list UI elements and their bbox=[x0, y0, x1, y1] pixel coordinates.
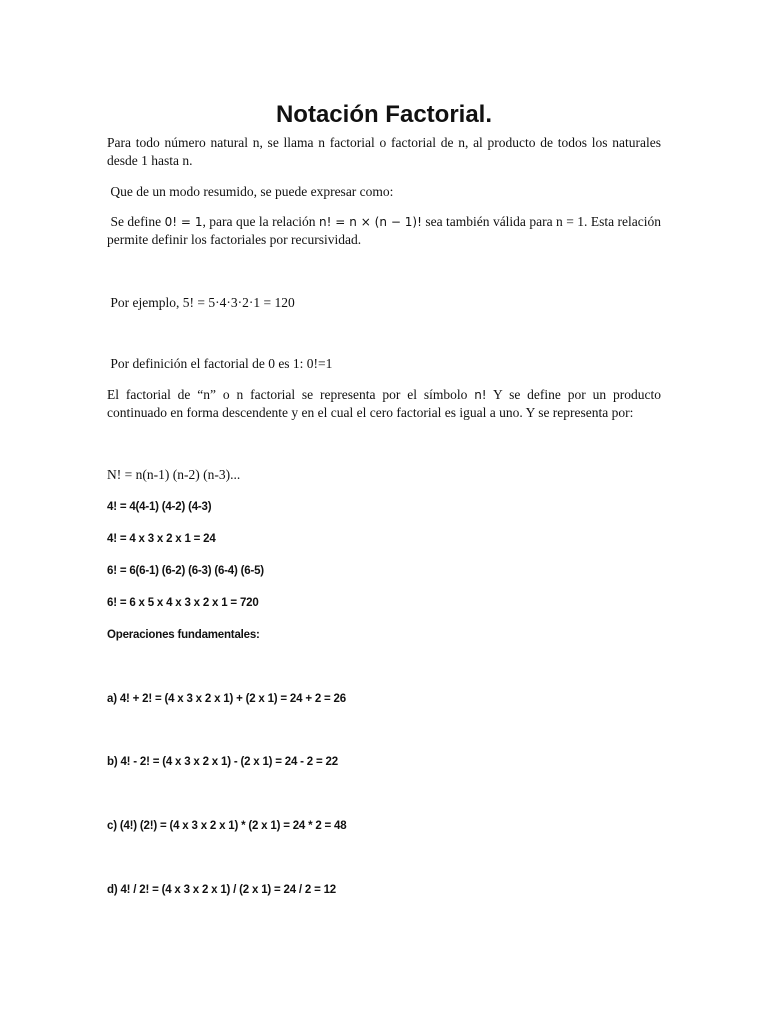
symbol-n-factorial: n! bbox=[474, 388, 487, 402]
operation-difference: b) 4! - 2! = (4 x 3 x 2 x 1) - (2 x 1) = 24 - 2 = 22 bbox=[107, 756, 338, 768]
general-formula: N! = n(n-1) (n-2) (n-3)... bbox=[107, 467, 241, 482]
p6-text-c: Y se define por un producto continuado en forma descendente y en el cual el cero factorial es igual a uno. Y se representa por: bbox=[107, 387, 661, 420]
operation-sum: a) 4! + 2! = (4 x 3 x 2 x 1) + (2 x 1) = 24 + 2 = 26 bbox=[107, 693, 346, 705]
p3-text-c: , para que la relación bbox=[202, 214, 319, 229]
example-line: 6! = 6 x 5 x 4 x 3 x 2 x 1 = 720 bbox=[107, 597, 259, 609]
example-line: 4! = 4(4-1) (4-2) (4-3) bbox=[107, 501, 212, 513]
p6-text-a: El factorial de “n” o n factorial se representa por el símbolo bbox=[107, 387, 475, 402]
p3-text-e: sea también válida para n = 1. Esta relación permite definir los factoriales por recursividad. bbox=[107, 214, 662, 247]
example-line: 6! = 6(6-1) (6-2) (6-3) (6-4) (6-5) bbox=[107, 565, 264, 577]
operation-product: c) (4!) (2!) = (4 x 3 x 2 x 1) * (2 x 1) = 24 * 2 = 48 bbox=[107, 820, 347, 832]
paragraph-zero-factorial bbox=[107, 213, 661, 249]
paragraph-definition: Para todo número natural n, se llama n factorial o factorial de n, al producto de todos los naturales desde 1 hasta n. bbox=[107, 135, 661, 168]
operation-quotient: d) 4! / 2! = (4 x 3 x 2 x 1) / (2 x 1) = 24 / 2 = 12 bbox=[107, 884, 336, 896]
p3-text-a: Se define bbox=[107, 214, 165, 229]
paragraph-zero-definition: Por definición el factorial de 0 es 1: 0!=1 bbox=[107, 356, 333, 371]
formula-recursion: n! = n × (n − 1)! bbox=[319, 215, 422, 229]
formula-zero-factorial: 0! = 1 bbox=[164, 215, 203, 229]
example-line: 4! = 4 x 3 x 2 x 1 = 24 bbox=[107, 533, 216, 545]
paragraph-summary: Que de un modo resumido, se puede expresar como: bbox=[107, 184, 394, 199]
operations-heading: Operaciones fundamentales: bbox=[107, 629, 260, 641]
page-title: Notación Factorial. bbox=[275, 101, 493, 128]
paragraph-example: Por ejemplo, 5! = 5·4·3·2·1 = 120 bbox=[107, 295, 295, 310]
paragraph-symbol bbox=[107, 386, 661, 422]
